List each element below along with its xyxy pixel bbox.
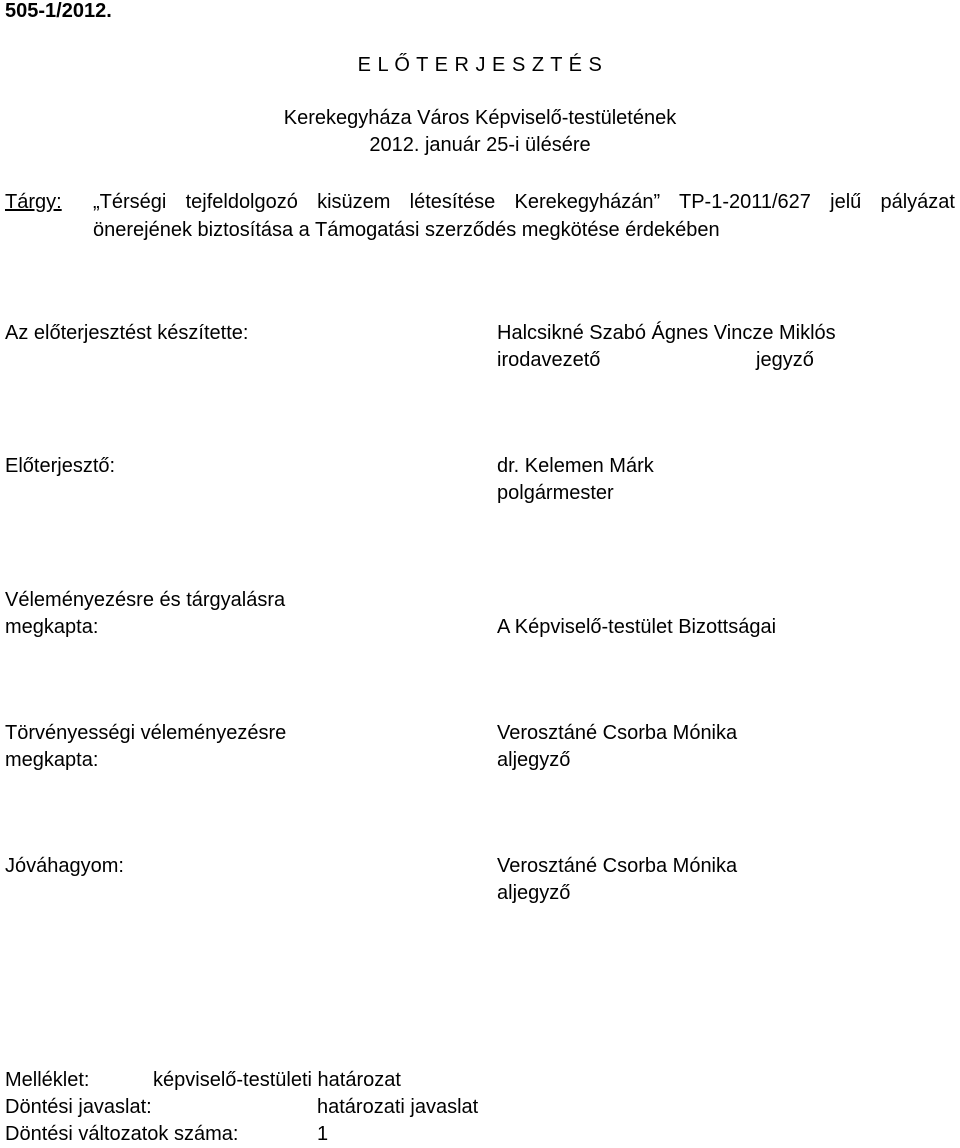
approval-title: aljegyző xyxy=(497,882,571,904)
subtitle-line-2: 2012. január 25-i ülésére xyxy=(369,134,591,156)
prepared-by-title-2: jegyző xyxy=(756,349,814,371)
prepared-by-title-1: irodavezető xyxy=(497,349,601,371)
decision-proposal-value: határozati javaslat xyxy=(317,1096,479,1118)
attachment-label: Melléklet: xyxy=(5,1069,90,1091)
approval-label: Jóváhagyom: xyxy=(5,855,124,877)
decision-variants-label: Döntési változatok száma: xyxy=(5,1123,239,1145)
reference-number: 505-1/2012. xyxy=(5,0,112,22)
decision-variants-value: 1 xyxy=(317,1123,329,1145)
legal-review-label-line-2: megkapta: xyxy=(5,749,99,771)
legal-review-title: aljegyző xyxy=(497,749,571,771)
review-value: A Képviselő-testület Bizottságai xyxy=(497,616,777,638)
subtitle-line-1: Kerekegyháza Város Képviselő-testületének xyxy=(283,107,677,129)
review-label-line-1: Véleményezésre és tárgyalásra xyxy=(5,589,286,611)
presenter-name: dr. Kelemen Márk xyxy=(497,455,654,477)
approval-name: Verosztáné Csorba Mónika xyxy=(497,855,738,877)
subject-text: „Térségi tejfeldolgozó kisüzem létesítése Kerekegyházán” TP-1-2011/627 jelű pályázat önerejének biztosítása a Támogatási szerződés megkötése érdekében xyxy=(93,191,955,241)
decision-proposal-label: Döntési javaslat: xyxy=(5,1096,152,1118)
prepared-by-label: Az előterjesztést készítette: xyxy=(5,322,249,344)
presenter-title: polgármester xyxy=(497,482,614,504)
review-label-line-2: megkapta: xyxy=(5,616,99,638)
presenter-label: Előterjesztő: xyxy=(5,455,116,477)
attachment-value: képviselő-testületi határozat xyxy=(153,1069,401,1091)
legal-review-name: Verosztáné Csorba Mónika xyxy=(497,722,738,744)
legal-review-label-line-1: Törvényességi véleményezésre xyxy=(5,722,287,744)
prepared-by-names: Halcsikné Szabó Ágnes Vincze Miklós xyxy=(497,322,836,344)
document-title: E L Ő T E R J E S Z T É S xyxy=(357,54,603,76)
subject-label: Tárgy: xyxy=(5,191,62,213)
